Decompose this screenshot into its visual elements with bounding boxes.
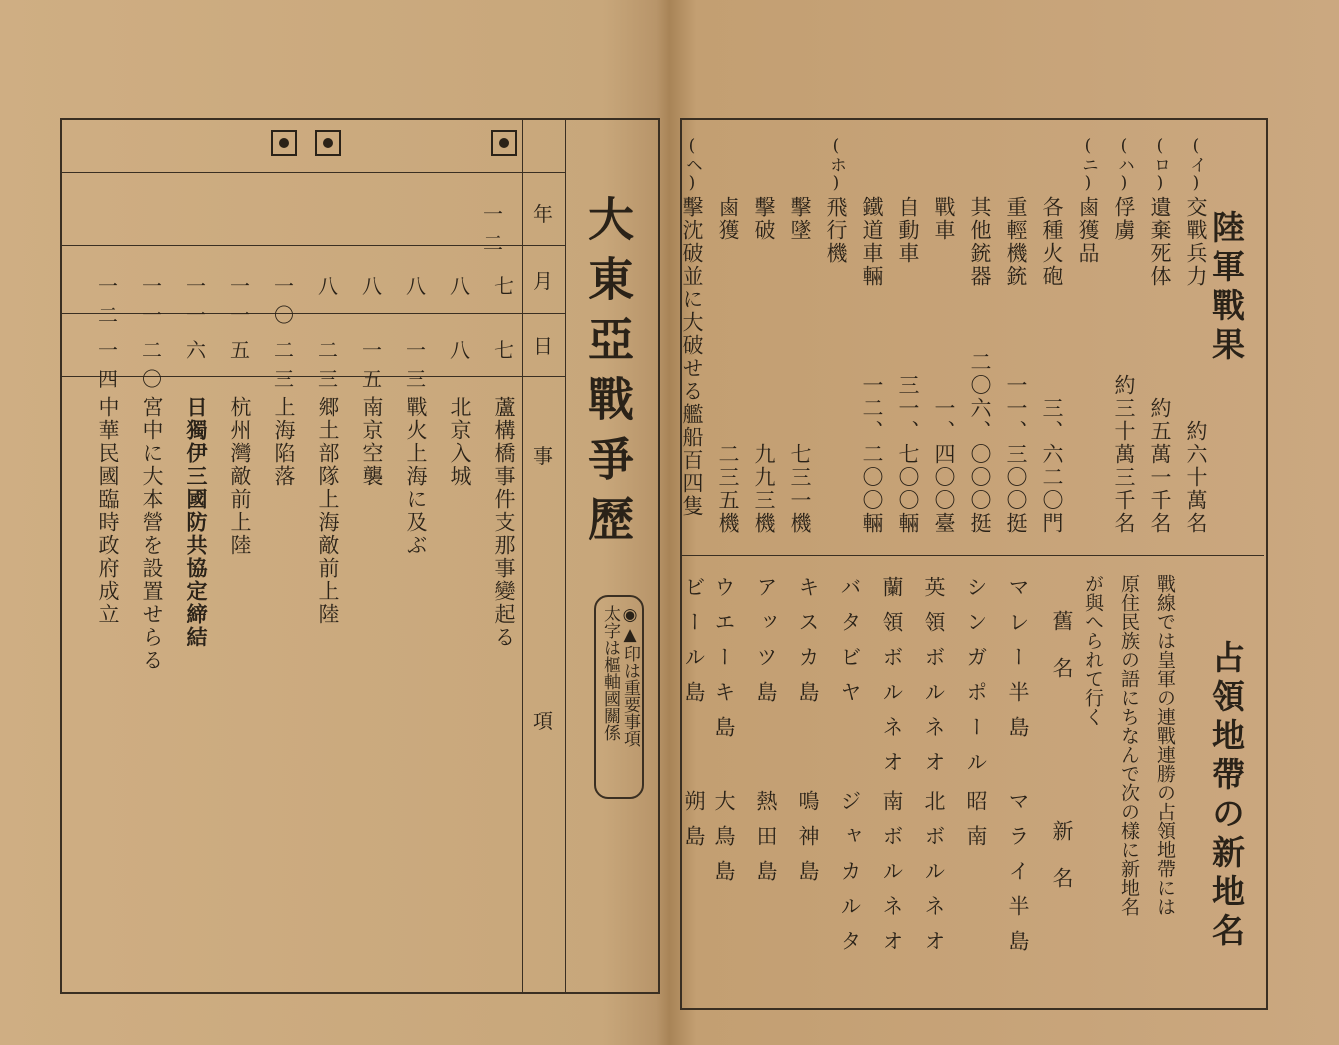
- important-mark-icon: [491, 130, 517, 156]
- result-item: 遺棄死体: [1148, 196, 1172, 288]
- result-value: 三、六二〇門: [1040, 397, 1064, 535]
- old-place-name: キスカ島: [796, 576, 820, 716]
- result-marker: (ハ): [1114, 136, 1134, 193]
- page-title: 大東亞戰爭歷: [581, 195, 635, 555]
- row-day: 二三: [318, 338, 338, 391]
- result-value: 二三五機: [716, 443, 740, 535]
- important-mark-icon: [271, 130, 297, 156]
- legend-line-1: ◉▲印は重要事項: [620, 605, 640, 747]
- intro-line: 戰線では皇軍の連戰連勝の占領地帶には: [1154, 574, 1176, 916]
- new-place-name: マライ半島: [1006, 790, 1030, 965]
- result-item: 各種火砲: [1040, 196, 1064, 288]
- row-event: 上海陷落: [272, 396, 296, 488]
- row-event: 杭州灣敵前上陸: [228, 396, 252, 557]
- intro-line: が與へられて行く: [1082, 574, 1104, 726]
- new-place-name: 朔島: [682, 790, 706, 860]
- row-day: 七: [494, 338, 514, 362]
- header-month: 月: [533, 269, 553, 293]
- new-place-name: ジャカルタ: [838, 790, 862, 965]
- result-item: 擊沈破並に大破せる艦船百四隻: [680, 196, 704, 518]
- result-item: 重輕機銃: [1004, 196, 1028, 288]
- result-value: 約六十萬名: [1184, 420, 1208, 535]
- old-place-name: ビール島: [682, 576, 706, 716]
- row-day: 五: [230, 338, 250, 362]
- result-value: 約三十萬三千名: [1112, 374, 1136, 535]
- result-value: 三一、七〇〇輛: [896, 374, 920, 535]
- result-item: 鹵獲: [716, 196, 740, 242]
- row-day: 八: [450, 338, 470, 362]
- row-month: 一二: [98, 274, 118, 327]
- row-month: 七: [494, 274, 514, 298]
- result-item: 俘虜: [1112, 196, 1136, 242]
- result-item: 擊破: [752, 196, 776, 242]
- year-value: 一二: [483, 202, 503, 255]
- result-marker: (ニ): [1078, 136, 1098, 193]
- old-name-header: 舊名: [1050, 610, 1074, 704]
- result-marker: (ヘ): [682, 136, 702, 193]
- result-value: 七三一機: [788, 443, 812, 535]
- new-place-name: 鳴神島: [796, 790, 820, 895]
- right-page: [668, 0, 1339, 1045]
- header-day: 日: [533, 334, 553, 358]
- row-event: 蘆構橋事件支那事變起る: [492, 396, 516, 649]
- result-value: 九九三機: [752, 443, 776, 535]
- new-place-name: 熱田島: [754, 790, 778, 895]
- row-event: 中華民國臨時政府成立: [96, 396, 120, 626]
- result-marker: (ホ): [826, 136, 846, 193]
- row-month: 一〇: [274, 274, 294, 327]
- result-item: 鐵道車輛: [860, 196, 884, 288]
- result-value: 一二、二〇〇輛: [860, 374, 884, 535]
- old-place-name: 蘭領ボルネオ: [880, 576, 904, 786]
- new-place-name: 南ボルネオ: [880, 790, 904, 965]
- new-place-name: 昭南: [964, 790, 988, 860]
- row-month: 一一: [142, 274, 162, 327]
- row-day: 六: [186, 338, 206, 362]
- row-month: 一一: [230, 274, 250, 327]
- row-event: 日獨伊三國防共協定締結: [184, 396, 209, 649]
- header-year: 年: [533, 202, 553, 226]
- row-event: 南京空襲: [360, 396, 384, 488]
- row-day: 一四: [98, 338, 118, 391]
- old-place-name: シンガポール: [964, 576, 988, 786]
- old-place-name: マレー半島: [1006, 576, 1030, 751]
- header-event-2: 項: [533, 709, 553, 733]
- left-page: [0, 0, 668, 1045]
- result-value: 二〇六、〇〇〇挺: [968, 351, 992, 535]
- old-place-name: アッツ島: [754, 576, 778, 716]
- legend-line-2: 太字は樞軸國關係: [600, 605, 620, 741]
- old-place-name: バタビヤ: [838, 576, 862, 716]
- result-marker: (イ): [1186, 136, 1206, 193]
- important-mark-icon: [315, 130, 341, 156]
- row-month: 八: [450, 274, 470, 298]
- result-value: 一一、三〇〇挺: [1004, 374, 1028, 535]
- result-value: 一、四〇〇臺: [932, 397, 956, 535]
- intro-line: 原住民族の語にちなんで次の樣に新地名: [1118, 574, 1140, 916]
- old-place-name: 英領ボルネオ: [922, 576, 946, 786]
- result-item: 飛行機: [824, 196, 848, 265]
- row-month: 一一: [186, 274, 206, 327]
- result-item: 自動車: [896, 196, 920, 265]
- result-item: 戰車: [932, 196, 956, 242]
- old-place-name: ウエーキ島: [712, 576, 736, 751]
- row-event: 郷土部隊上海敵前上陸: [316, 396, 340, 626]
- new-place-name: 大鳥島: [712, 790, 736, 895]
- new-place-name: 北ボルネオ: [922, 790, 946, 965]
- new-name-header: 新名: [1050, 820, 1074, 914]
- row-month: 八: [362, 274, 382, 298]
- row-event: 宮中に大本營を設置せらる: [140, 396, 164, 672]
- row-month: 八: [406, 274, 426, 298]
- row-month: 八: [318, 274, 338, 298]
- row-day: 二〇: [142, 338, 162, 391]
- result-value: 約五萬一千名: [1148, 397, 1172, 535]
- row-day: 一三: [406, 338, 426, 391]
- army-results-title: 陸軍戰果: [1207, 210, 1246, 366]
- result-item: 擊墜: [788, 196, 812, 242]
- row-day: 二三: [274, 338, 294, 391]
- row-event: 北京入城: [448, 396, 472, 488]
- result-item: 交戰兵力: [1184, 196, 1208, 288]
- new-place-names-title: 占領地帶の新地名: [1207, 640, 1246, 952]
- row-day: 一五: [362, 338, 382, 391]
- result-item: 鹵獲品: [1076, 196, 1100, 265]
- legend-note: [594, 595, 644, 799]
- header-event-1: 事: [533, 444, 553, 468]
- result-item: 其他銃器: [968, 196, 992, 288]
- result-marker: (ロ): [1150, 136, 1170, 193]
- row-event: 戰火上海に及ぶ: [404, 396, 428, 557]
